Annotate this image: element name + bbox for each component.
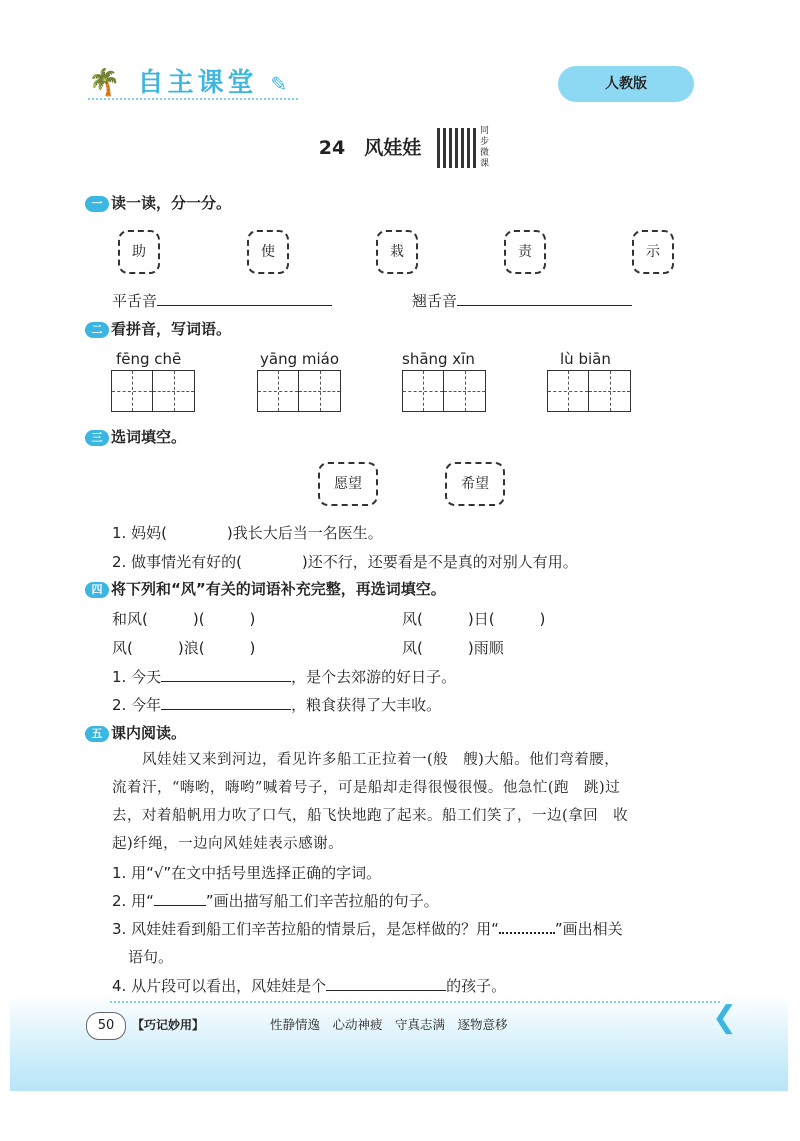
word-card: 希望 [445, 462, 505, 506]
char-card: 使 [247, 230, 289, 274]
question: 2. 用“ ”画出描写船工们辛苦拉船的句子。 [112, 892, 439, 910]
footer-tag: 【巧记妙用】 [132, 1018, 205, 1032]
qr-label: 同 步 微 课 [480, 126, 490, 169]
answer-blank[interactable] [161, 695, 291, 710]
question: 4. 从片段可以看出，风娃娃是个 的孩子。 [112, 977, 507, 995]
section-3-heading: 三 选词填空。 [85, 426, 186, 447]
idiom-fill: 和风( )( ) [112, 610, 256, 628]
flat-tongue-row: 平舌音 [112, 290, 332, 311]
idiom-fill: 风( )浪( ) [112, 639, 256, 657]
question: 1. 妈妈( )我长大后当一名医生。 [112, 524, 383, 542]
retroflex-row: 翘舌音 [412, 290, 632, 311]
char-card: 助 [118, 230, 160, 274]
question: 3. 风娃娃看到船工们辛苦拉船的情景后，是怎样做的？用“ ”画出相关 [112, 920, 623, 938]
straight-underline-sample [154, 891, 206, 906]
writing-grid[interactable] [547, 370, 631, 412]
question: 1. 用“√”在文中括号里选择正确的字词。 [112, 864, 382, 882]
section-4-heading: 四 将下列和“风”有关的词语补充完整，再选词填空。 [85, 578, 446, 599]
section-1-heading: 一 读一读，分一分。 [85, 192, 231, 213]
chevron-left-icon[interactable]: ❮ [712, 1000, 738, 1035]
writing-grid[interactable] [402, 370, 486, 412]
idiom-fill: 风( )雨顺 [402, 639, 504, 657]
pencil-icon: ✎ [270, 72, 292, 96]
reading-passage: 风娃娃又来到河边，看见许多船工正拉着一(般 艘)大船。他们弯着腰， 流着汗，“嗨哟，嗨哟”喊着号子，可是船却走得很慢很慢。他急忙(跑 跳)过 去，对着船帆用力吹了口气，船飞快地跑了起来。船工们笑了，一边(拿回 收 起)纤绳，一边向风娃娃表示感谢。 [112, 752, 629, 852]
char-card: 责 [504, 230, 546, 274]
pinyin-label: shāng xīn [402, 350, 475, 368]
edition-badge: 人教版 [558, 66, 694, 102]
footer-band [10, 995, 788, 1091]
answer-blank[interactable] [161, 667, 291, 682]
question-continued: 语句。 [128, 948, 174, 966]
pinyin-label: lù biān [560, 350, 611, 368]
page-title: 24 风娃娃 [318, 137, 422, 159]
writing-grid[interactable] [111, 370, 195, 412]
section-2-heading: 二 看拼音，写词语。 [85, 318, 231, 339]
idiom-fill: 风( )日( ) [402, 610, 546, 628]
pinyin-label: yāng miáo [260, 350, 340, 368]
question: 1. 今天 ，是个去郊游的好日子。 [112, 668, 457, 686]
pinyin-label: fēng chē [116, 350, 182, 368]
qr-code-icon[interactable] [437, 128, 477, 168]
footer-dotted-line [110, 1001, 720, 1003]
answer-blank[interactable] [326, 976, 446, 991]
wavy-underline-sample [499, 918, 555, 934]
word-card: 愿望 [318, 462, 378, 506]
footer-motto: 性静情逸 心动神疲 守真志满 逐物意移 [270, 1017, 508, 1032]
char-card: 栽 [376, 230, 418, 274]
page-number: 50 [86, 1012, 126, 1040]
answer-blank[interactable] [457, 305, 632, 306]
question: 2. 做事情光有好的( )还不行，还要看是不是真的对别人有用。 [112, 553, 578, 571]
brand-title: 🌴 自主课堂 ✎ [88, 68, 292, 98]
answer-blank[interactable] [157, 305, 332, 306]
writing-grid[interactable] [257, 370, 341, 412]
char-card: 示 [632, 230, 674, 274]
palm-tree-icon: 🌴 [88, 68, 125, 98]
header-dotted-line [88, 98, 298, 100]
question: 2. 今年 ，粮食获得了大丰收。 [112, 696, 442, 714]
section-5-heading: 五 课内阅读。 [85, 722, 186, 743]
